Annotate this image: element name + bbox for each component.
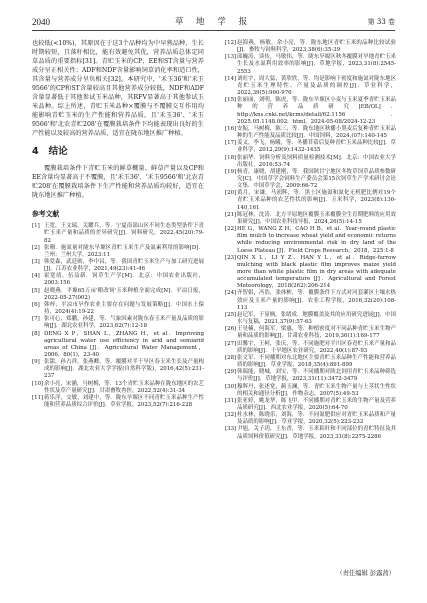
reference-number: [15] bbox=[225, 97, 237, 104]
reference-item bbox=[225, 212, 396, 226]
reference-text: 蒋乐洋，交敏，刘建中，等．陇东旱塬区不同青贮玉米品种生产性能和营养品质综合评价[J]．草业学报，2023,52(7):216-228 bbox=[44, 394, 204, 409]
reference-item bbox=[225, 255, 396, 291]
reference-item bbox=[32, 273, 204, 287]
reference-number: [29] bbox=[225, 369, 237, 376]
reference-number: [27] bbox=[225, 340, 237, 347]
reference-number: [9] bbox=[32, 359, 40, 366]
reference-number: [7] bbox=[32, 316, 40, 323]
reference-number: [26] bbox=[225, 326, 237, 333]
reference-item bbox=[225, 140, 396, 154]
reference-text: 张文军．不同播期对东北地区主要青贮玉米品种生产性能和营养品质的影响[J]．草业学报，2018,35(4):891-899 bbox=[237, 354, 396, 369]
reference-number: [32] bbox=[225, 412, 237, 419]
reference-item bbox=[32, 316, 204, 330]
reference-item bbox=[32, 381, 204, 395]
reference-item bbox=[32, 395, 204, 409]
volume-label: 第 33 卷 bbox=[367, 18, 395, 26]
reference-number: [5] bbox=[32, 287, 40, 294]
reference-item bbox=[225, 97, 396, 126]
reference-text: 齐智娟，冯浩，张体彬，等．覆膜条件下方式对河套灌区土壤水热效应及玉米产量的影响[J]．农业工程学报，2016,32(20):108-113 bbox=[237, 290, 396, 311]
reference-item bbox=[225, 76, 396, 97]
reference-number: [24] bbox=[225, 290, 237, 297]
reference-item bbox=[225, 290, 396, 311]
section-number: 4 bbox=[32, 146, 39, 158]
reference-item bbox=[225, 341, 396, 355]
reference-text: 邱巍涛，谈传，马敏伟，等．陇东旱塬区秋冬覆膜对旱地青贮玉米生长及水氮利用效率的影响[J]．草地学报，2023,31(8):2545-2553 bbox=[237, 54, 396, 75]
reference-text: 安振，马树梅，陈三，等．陇东地区秋播小黑麦后复种青贮玉米品种的生产性能及品质比较[J]．中国饲料，2024,(07):140-145 bbox=[237, 125, 396, 140]
reference-item bbox=[225, 126, 396, 140]
reference-number: [25] bbox=[225, 311, 237, 318]
reference-item bbox=[225, 398, 396, 412]
reference-text: 穆晖丹，张述宽，蔺玉澜，等．青贮玉米生物产量与上茎状生性状的相关和通径分析[J]．作物杂志，2007(5):49-53 bbox=[237, 383, 396, 397]
journal-title: 草 地 学 报 bbox=[174, 17, 253, 27]
reference-item bbox=[32, 302, 204, 316]
reference-text: QIN X L，LI Y Z，HAN Y L，et al．Ridge-furrow mulching with black plastic film improves maize yield more than white plastic film in dry areas with adequate accumulated temperature [J]．Agricultural and Forest Meteorology，2018(262):206-214 bbox=[237, 254, 396, 290]
reference-number: [4] bbox=[32, 273, 40, 280]
reference-list-right bbox=[225, 40, 396, 441]
reference-number: [22] bbox=[225, 226, 237, 233]
reference-number: [6] bbox=[32, 301, 40, 308]
reference-item bbox=[225, 426, 396, 440]
section-title: 结论 bbox=[48, 146, 68, 158]
reference-text: 赵记军，于显枫，张绪成．地膜覆盖及其的应用研究进展[J]．中国水与复稿，2021,37(9):57-63 bbox=[237, 311, 396, 326]
reference-item bbox=[225, 312, 396, 326]
reference-text: 张丽华．饲料分析及饲料质量检测技术[M]．北京：中国农业大学出版社，2016:53-74 bbox=[237, 154, 396, 168]
reference-number: [8] bbox=[32, 330, 40, 337]
reference-item bbox=[32, 359, 204, 380]
reference-number: [12] bbox=[225, 40, 237, 46]
reference-text: 赵海燕，杨敏，余小亮，等．陇东地区青贮玉米的品种比较试验[J]．畜牧与饲料科学，2023,38(6):35-39 bbox=[237, 40, 396, 54]
reference-item bbox=[225, 40, 396, 54]
reference-item bbox=[225, 54, 396, 75]
reference-text: 韩瑞能，晓城，刘宝，等．不同播期对陕北饲用青贮玉米品种筛选与评价[J]．草地学报，2023,31(11):3472-3479 bbox=[237, 369, 396, 383]
page-number: 2040 bbox=[32, 17, 50, 27]
reference-item bbox=[225, 226, 396, 255]
reference-text: 张丽丽，刘明，陈虎，等．陇东旱塬区小麦与玉米夏季青贮玉米品种的营养品质研究[EB/OL]．http://kns.cnki.net/kcms/detail/62.1156．2025.05.1148.002．html，2024-05-08/2024-12-23 bbox=[237, 97, 396, 125]
reference-item bbox=[225, 384, 396, 398]
reference-item bbox=[32, 259, 204, 273]
section-heading bbox=[32, 148, 204, 157]
reference-item bbox=[225, 412, 396, 426]
reference-item bbox=[225, 155, 396, 169]
reference-text: 尹旭，关子玥，王东香，等．玉米秸秆和不同部位的青贮特征及其品质饲料价值研究[J]．草地学报，2023,31(8):2275-2286 bbox=[237, 426, 396, 440]
reference-text: 张珊．施氮量对陇东旱塬区青贮玉米生产及氮素利用的影响[D]．兰州：兰州大学，2023:11 bbox=[44, 244, 204, 258]
reference-item bbox=[32, 288, 204, 302]
reference-list-left bbox=[32, 223, 204, 409]
reference-number: [31] bbox=[225, 397, 237, 404]
reference-item bbox=[32, 245, 204, 259]
reference-item bbox=[225, 355, 396, 369]
right-column bbox=[225, 40, 396, 441]
reference-number: [20] bbox=[225, 190, 237, 197]
reference-text: 王宽，王文瑞，关耀兵，等．宁夏南部山区不同生态类型条件下青贮玉米产量和品质的差异研究[J]．饲料研究，2022,45(20):79-82 bbox=[44, 223, 204, 244]
reference-item bbox=[225, 326, 396, 340]
reference-text: 杜水林，陈晓乐，刘海，等．不同氮肥供应对青贮玉米品质和产量及品质的影响[J]．草业学报，2020,32(5):223-232 bbox=[237, 412, 396, 426]
reference-text: 张甜，孙占祥，张燕卿，等．覆膜对半干旱区春玉米生长及产量构成的影响[J]．湖北农业大学学报(自然科学版)，2016,42(5):231-237 bbox=[44, 359, 204, 380]
reference-number: [10] bbox=[32, 380, 44, 387]
reference-item bbox=[225, 369, 396, 383]
reference-number: [23] bbox=[225, 254, 237, 261]
reference-text: 陈冠林，沈涛．北方平原地区覆膜玉米覆膜全生育期肥料的应用效果研究[J]．中国农业科技导报，2024,26(5):14-15 bbox=[237, 211, 396, 225]
reference-text: 张可心，郑鹏，孙建，等．气象因素对陇东春玉米产量及品质的影响[J]．湖北农业科学，2023,62(7):12-18 bbox=[44, 316, 204, 330]
reference-number: [1] bbox=[32, 223, 40, 230]
reference-text: 赵晓燕．平塬65万亩'粮改饲'玉米种植全面完成[N]．平凉日报，2022-05-27(002) bbox=[44, 287, 204, 301]
left-column bbox=[32, 40, 204, 409]
reference-text: 姜义，李飞，杨曦，等．冬播苜蓿后复种青贮玉米品种比较[J]．草业科学，2012,29(9):1432-1435 bbox=[237, 140, 396, 154]
reference-number: [33] bbox=[225, 426, 237, 433]
page-header bbox=[32, 14, 395, 31]
reference-number: [30] bbox=[225, 383, 237, 390]
reference-text: DENG X P，SHAN L，ZHANG H，et al．Improving agricultural water use efficiency in arid and semiarid areas of China [J]．Agricultural Water Management，2006，80(1)，23-40 bbox=[44, 330, 204, 359]
reference-item bbox=[225, 169, 396, 190]
reference-text: 张亚婷，姚龙华，陈飞甲．不同播期对青贮玉米的生物产量及营养品质研究[J]．西北农业学报，2020(5):64-70 bbox=[237, 397, 396, 411]
references-heading: 参考文献 bbox=[32, 210, 60, 219]
reference-text: HE G，WANG Z H，CAO H B，et al．Year-round plastic film mulch to increase wheat yield and economic returns while reducing environmental risk in dry land of the Loess Plateau [J]．Field Crops Research，2018，225:1-8 bbox=[237, 226, 396, 254]
reference-item bbox=[32, 223, 204, 244]
reference-number: [19] bbox=[225, 168, 237, 175]
reference-number: [21] bbox=[225, 211, 237, 218]
reference-number: [28] bbox=[225, 354, 237, 361]
reference-text: 韩爱森，武廷勋，李中昌，等．我国青贮玉米生产与加工研究进展[J]．江苏农业科学，2021,49(23):41-46 bbox=[44, 258, 204, 273]
reference-number: [11] bbox=[32, 394, 44, 401]
reference-number: [2] bbox=[32, 244, 40, 251]
editor-note: （责任编辑 彭露茜） bbox=[336, 570, 395, 577]
discussion-paragraph: 也较低(<10%)，其原因在于这3个品种均为中早熟品种，生长时期较短，且落秆相比，能有效避免其优，营养品质总体定同草品质的重要指标[31]。青贮玉米的CP、EE和ST含量与营养成分呈正相关性；ADF和NDF含量影响饲草消化率和适口性，其含量与营养成分呈负相关[32]。本研究中，'禾玉36'和'禾玉9566'的CP和ST含量较高且其他营养成分较低，NDF和ADF含量显著低于其他参试玉米品种，其RFV显著高于其他参试玉米品种。综上所述，青贮玉米品种×覆膜与不覆膜交互作用均能影响青贮玉米的生产性能和营养品质，且'禾玉36'、'禾玉9566'和'北农青贮208'在覆膜栽培条件下均能表现出良好的生产性能以及较高的营养品质，适宜在陇东地区推广种植。 bbox=[32, 40, 204, 137]
reference-number: [17] bbox=[225, 140, 237, 147]
reference-item bbox=[225, 190, 396, 211]
reference-text: 黄月，宋谦，马润辉，等．黑土区施氮和氮化无机肥比例对19个青贮玉米品种的农艺性状的影响[J]．玉米科学，2023(8):136-140,161 bbox=[237, 190, 396, 211]
reference-number: [13] bbox=[225, 54, 237, 61]
reference-item bbox=[32, 331, 204, 360]
reference-text: 余小亮，宋涵，马树梅，等．13个青贮玉米品种在陇东地区的农艺性状及草产量研究[J]．甘肃畜牧兽医，2022,52(4):31-34 bbox=[44, 380, 204, 394]
conclusion-paragraph: 覆膜栽培条件下青贮玉米的鲜草概量、鲜草产量以及CP和EE含量均显著高于不覆膜，且'禾玉36'、'禾玉9566'和'北农青贮208'在覆膜栽培条件下生产性能和营养品质均较好，适宜在陇东地区推广种植。 bbox=[32, 165, 204, 200]
reference-number: [14] bbox=[225, 75, 237, 82]
reference-number: [16] bbox=[225, 125, 237, 132]
reference-text: 刘旺宇，周大猛，黄欣欣，等．均是影响下密度和施氮对陇东地区青贮玉米生理特性、产量及品质的调控[J]．草业科学，2022,39(5):960-976 bbox=[237, 75, 396, 97]
reference-number: [3] bbox=[32, 258, 40, 265]
reference-text: 霍宽靖，伍益新．饲草生产学[M]．北京：中国农业出版社，2003:156 bbox=[44, 273, 204, 287]
reference-text: 杨青，康晓，胡建刚，等．我国陕甘宁地区冬牧草饲草品质参数研究[C]．中国草学会饲料生产委员会第15次饲草生产学术研讨会论文集．中国草学会，2009:66-72 bbox=[237, 168, 396, 190]
reference-text: 韩梓，平凉市旱作农业主要存在问题与发展策略[J]．中国水土保持，2024(4):19-22 bbox=[44, 301, 204, 316]
reference-text: 田馨宇，王柯，张庆，等．不同施肥对平川区春青贮玉米产量和品质的影响[J]．干旱地区农业研究，2022,40(1):87-93 bbox=[237, 340, 396, 354]
reference-number: [18] bbox=[225, 154, 237, 161]
reference-text: 王昊楠，何海军，梁惠，等．种植密度对不同品种青贮玉米生物产量和品质的影响[J]．甘肃农业科技，2019,36(1):169-177 bbox=[237, 326, 396, 340]
